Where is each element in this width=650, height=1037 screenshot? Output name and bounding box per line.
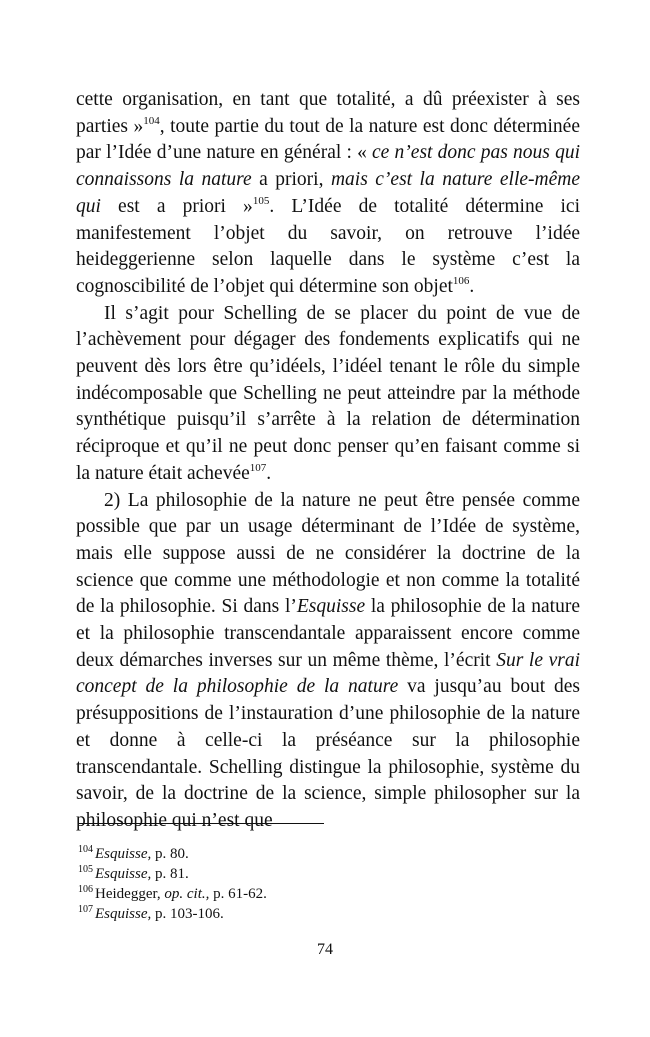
text-run: cette organisation, en tant que totalité, a dû préexister à ses parties » (76, 89, 580, 137)
text-run: , toute partie du tout de la nature est donc déterminée par l’Idée d’une nature en général : « (76, 115, 580, 164)
text-run: 2) La philosophie de la nature ne peut être pensée comme possible que par un usage déterminant de l’Idée de système, mais elle suppose aussi de ne considérer la doctrine de la science que comme une méthodologie et non comme la totalité de la philosophie. Si dans l’ (76, 489, 580, 618)
footnote-title: op. cit., (164, 886, 210, 902)
footnote-text: p. 103-106. (151, 906, 224, 922)
text-run: va jusqu’au bout des présuppositions de l’instauration d’une philosophie de la nature et donne à celle-ci la préséance sur la philosophie transcendantale. Schelling distingue la philosophie, système du savoir, de la doctrine de la science, simple philosopher sur la philosophie qui n’est que (76, 676, 580, 831)
footnote-number: 107 (78, 904, 93, 915)
text-run: la philosophie de la nature et la philosophie transcendantale apparaissent encore comme deux démarches inverses sur un même thème, l’écrit (76, 596, 580, 671)
text-run: est a priori » (100, 195, 253, 217)
footnote-number: 104 (78, 844, 93, 855)
footnote-104 (78, 844, 538, 864)
footnote-number: 106 (78, 884, 93, 895)
footnote-title: Esquisse, (95, 866, 152, 882)
text-run: . (469, 275, 475, 297)
text-run: a priori, (251, 169, 331, 191)
footnote-ref-105[interactable]: 105 (252, 194, 270, 207)
footnote-text: p. 81. (151, 866, 189, 882)
footnote-106 (78, 884, 538, 904)
footnote-separator (78, 823, 324, 824)
footnote-text: p. 61-62. (209, 886, 267, 902)
paragraph-1 (76, 87, 580, 301)
text-run: Il s’agit pour Schelling de se placer du point de vue de l’achèvement pour dégager des fondements explicatifs qui ne peuvent dès lors être qu’idéels, l’idéel tenant le rôle du simple indécomposable que Schelling ne peut atteindre par la méthode synthétique puisqu’il s’arrête à la relation de détermination réciproque et qu’il ne peut donc penser qu’en faisant comme si la nature était achevée (76, 302, 580, 484)
italic-title: Sur le vrai concept de la philosophie de la nature (76, 649, 580, 698)
paragraph-3 (76, 488, 580, 835)
italic-title: Esquisse (296, 596, 366, 618)
footnote-107 (78, 904, 538, 924)
text-run: . (266, 462, 272, 484)
footnote-text: Heidegger, (95, 886, 165, 902)
italic-quote: mais c’est la nature elle-même qui (76, 169, 580, 217)
text-run: . L’Idée de totalité détermine ici manifestement l’objet du savoir, on retrouve l’idée heideggerienne selon laquelle dans le système c’est la cognoscibilité de l’objet qui détermine son objet (76, 195, 580, 297)
footnote-text: p. 80. (151, 846, 189, 862)
footnotes (78, 844, 538, 924)
footnote-ref-104[interactable]: 104 (143, 114, 160, 127)
page-number: 74 (317, 941, 333, 958)
footnote-number: 105 (78, 864, 93, 875)
footnote-ref-106[interactable]: 106 (452, 274, 470, 287)
italic-quote: ce n’est donc pas nous qui connaissons la nature (76, 142, 580, 191)
footnote-ref-107[interactable]: 107 (249, 461, 267, 474)
main-text (76, 87, 580, 835)
footnote-105 (78, 864, 538, 884)
footnote-title: Esquisse, (95, 846, 152, 862)
footnote-title: Esquisse, (95, 906, 152, 922)
paragraph-2 (76, 301, 580, 488)
